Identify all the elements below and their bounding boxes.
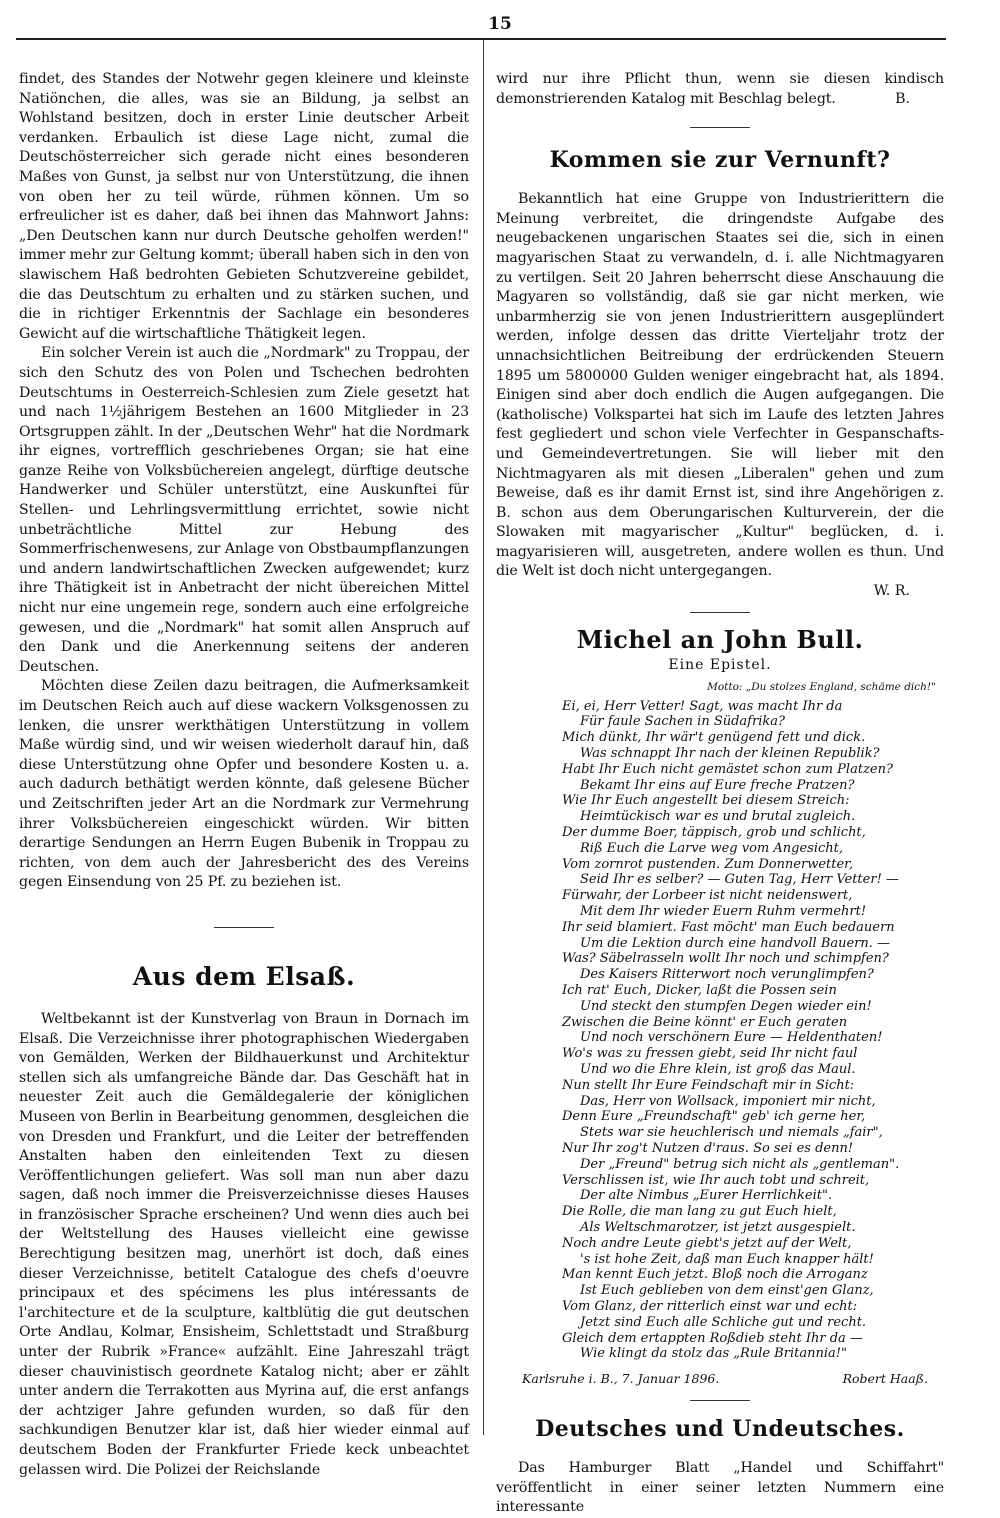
poem-line: Jetzt sind Euch alle Schliche gut und recht. <box>580 1314 867 1330</box>
left-column <box>19 70 469 1480</box>
poem-line: Denn Eure „Freundschaft" geb' ich gerne her, <box>562 1109 866 1125</box>
katalog-signature: B. <box>895 90 910 107</box>
poem-line: Ist Euch geblieben von dem einst'gen Glanz, <box>580 1283 874 1299</box>
poem-line: Wo's was zu fressen giebt, seid Ihr nicht faul <box>562 1046 858 1062</box>
poem-line: Fürwahr, der Lorbeer ist nicht neidenswert, <box>562 888 853 904</box>
dateline-author: Robert Haaß. <box>842 1371 928 1387</box>
poem <box>496 699 944 1362</box>
elsass-heading: Aus dem Elsaß. <box>132 961 356 991</box>
poem-line: Und steckt den stumpfen Degen wieder ein! <box>580 998 872 1014</box>
section-divider <box>214 927 274 928</box>
nordmark-paragraph-1: findet, des Standes der Notwehr gegen kleinere und kleinste Natiönchen, die alles, was sie an Bildung, ja selbst an Wohlstand besitzen, doch in erster Linie deutscher Arbeit verdanken. Erbaulich ist diese Lage nicht, zumal die Deutschösterreicher sich gerade nicht eines besonderen Maßes von Gunst, ja selbst nur von Unterstützung, die ihnen von oben her zu teil würde, rühmen können. Um so erfreulicher ist es daher, daß bei ihnen das Mahnwort Jahns: „Den Deutschen kann nur durch Deutsche geholfen werden!" immer mehr zur Geltung kommt; überall haben sich in den von slawischem Haß bedrohten Gebieten Schutzvereine gebildet, die das Deutschtum zu erhalten und zu stärken suchen, und die in richtiger Erkenntnis der Sachlage ein besonderes Gewicht auf die wirtschaftliche Thätigkeit legen. <box>19 71 469 342</box>
vernunft-signature: W. R. <box>873 583 910 600</box>
poem-line: Wie Ihr Euch angestellt bei diesem Streich: <box>562 793 850 809</box>
elsass-paragraph: Weltbekannt ist der Kunstverlag von Braun in Dornach im Elsaß. Die Verzeichnisse ihrer photographischen Wiedergaben von Gemälden, Werken der Bildhauerkunst und Architektur stellen sich als umfangreiche Bände dar. Das Geschäft hat in neuester Zeit auch die Gemäldegalerie der königlichen Museen von Berlin in Bearbeitung genommen, desgleichen die von Dresden und Frankfurt, und die Leiter der betreffenden Anstalten haben den einleitenden Text zu diesen Veröffentlichungen geliefert. Was soll man nun aber dazu sagen, daß noch immer die Preisverzeichnisse dieses Hauses in französischer Sprache erscheinen? Und wenn dies auch bei der Weltstellung des Hauses vielleicht eine gewisse Berechtigung besitzen mag, unerhört ist doch, daß eines dieser Verzeichnisse, betitelt Catalogue des chefs d'oeuvre principaux et des spécimens les plus intéressants de l'architecture et de la sculpture, kaltblütig die gut deutschen Orte Andlau, Kolmar, Ensisheim, Schlettstadt und Straßburg unter der Rubrik »France« aufzählt. Eine Jahreszahl trägt dieser chauvinistisch geordnete Katalog nicht; aber er zählt unter andern die Terrakotten aus Myrina auf, die erst anfangs der achtziger Jahre gefunden wurden, so daß für den sachkundigen Benutzer klar ist, daß hier wieder einmal auf deutschem Boden der Frankfurter Friede keck unbeachtet gelassen wird. Die Polizei der Reichslande <box>19 1010 469 1478</box>
poem-line: Seid Ihr es selber? — Guten Tag, Herr Vetter! — <box>580 872 899 888</box>
poem-line: Habt Ihr Euch nicht gemästet schon zum Platzen? <box>562 761 893 777</box>
poem-line: Nur Ihr zog't Nutzen d'raus. So sei es denn! <box>562 1140 854 1156</box>
poem-line: Das, Herr von Wollsack, imponiert mir nicht, <box>580 1093 876 1109</box>
poem-line: Die Rolle, die man lang zu gut Euch hielt, <box>562 1204 837 1220</box>
poem-line: Der dumme Boer, täppisch, grob und schlicht, <box>562 825 866 841</box>
poem-line: Was? Säbelrasseln wollt Ihr noch und schimpfen? <box>562 951 889 967</box>
poem-line: Wie klingt da stolz das „Rule Britannia!" <box>580 1346 847 1362</box>
poem-line: Für faule Sachen in Südafrika? <box>580 714 785 730</box>
poem-line: Man kennt Euch jetzt. Bloß noch die Arroganz <box>562 1267 868 1283</box>
poem-line: Ich rat' Euch, Dicker, laßt die Possen sein <box>562 983 837 998</box>
michel-subheading: Eine Epistel. <box>668 656 772 673</box>
poem-line: Der „Freund" betrug sich nicht als „gentleman". <box>580 1156 900 1172</box>
poem-line: Vom zornrot pustenden. Zum Donnerwetter, <box>562 856 854 872</box>
deutsches-paragraph: Das Hamburger Blatt „Handel und Schiffahrt" veröffentlicht in einer seiner letzten Nummern eine interessante <box>496 1460 944 1516</box>
poem-motto: Motto: „Du stolzes England, schäme dich!" <box>707 680 936 693</box>
poem-line: Heimtückisch war es und brutal zugleich. <box>580 809 856 825</box>
poem-line: Nun stellt Ihr Eure Feindschaft mir in Sicht: <box>562 1077 855 1093</box>
poem-line: Ihr seid blamiert. Fast möcht' man Euch bedauern <box>562 919 895 935</box>
poem-line: Verschlissen ist, wie Ihr auch tobt und schreit, <box>562 1172 870 1188</box>
deutsches-heading: Deutsches und Undeutsches. <box>535 1416 905 1443</box>
poem-line: Ei, ei, Herr Vetter! Sagt, was macht Ihr da <box>562 698 843 714</box>
poem-line: Mit dem Ihr wieder Euern Ruhm vermehrt! <box>580 904 867 920</box>
vernunft-paragraph: Bekanntlich hat eine Gruppe von Industrierittern die Meinung verbreitet, die dringendste Aufgabe des neugebackenen ungarischen Staates sei die, sich in einen magyarischen Staat zu verwandeln, d. i. alle Nichtmagyaren zu vertilgen. Seit 20 Jahren beherrscht diese Anschauung die Magyaren so vollständig, daß sie gar nicht merken, wie unbarmherzig sie von jenen Industrierittern ausgeplündert werden, infolge dessen das dritte Vierteljahr trotz der unnachsichtlichen Beitreibung der erdrückenden Steuern 1895 um 5800000 Gulden weniger eingebracht hat, als 1894. Einigen sind aber doch endlich die Augen aufgegangen. Die (katholische) Volkspartei hat sich im Laufe des letzten Jahres fest gegliedert und schon viele Verfechter in Gespanschafts- und Gemeindevertretungen. Sie will lieber mit den Nichtmagyaren als mit diesen „Liberalen" gehen und zum Beweise, daß es ihr damit Ernst ist, sind ihre Angehörigen z. B. schon aus dem Oberungarischen Kulturverein, der die Slowaken mit magyarischer „Kultur" beglücken, d. i. magyarisieren will, ausgetreten, andere wollen es thun. Und die Welt ist doch nicht untergegangen. <box>496 191 944 580</box>
poem-line: Mich dünkt, Ihr wär't genügend fett und dick. <box>562 730 866 746</box>
column-divider <box>483 40 484 1435</box>
section-divider <box>690 612 750 613</box>
poem-line: Vom Glanz, der ritterlich einst war und echt: <box>562 1298 858 1314</box>
page-number: 15 <box>488 14 512 34</box>
poem-line: Gleich dem ertappten Roßdieb steht Ihr da — <box>562 1330 863 1346</box>
poem-line: Bekamt Ihr eins auf Eure freche Pratzen? <box>580 777 855 793</box>
section-divider <box>690 127 750 128</box>
page-number-rule <box>16 38 946 40</box>
poem-line: Und noch verschönern Eure — Heldenthaten! <box>580 1030 883 1046</box>
nordmark-paragraph-3: Möchten diese Zeilen dazu beitragen, die Aufmerksamkeit im Deutschen Reich auch auf diese wackern Volksgenossen zu lenken, die unsrer werkthätigen Unterstützung in vollem Maße würdig sind, und wir weisen wiederholt darauf hin, daß diese Unterstützung ohne Opfer und besondere Kosten u. a. auch dadurch bethätigt werden könnte, daß gelesene Bücher und Zeitschriften jeder Art an die Nordmark zur Vermehrung ihrer Volksbüchereien eingeschickt würden. Wir bitten derartige Sendungen an Herrn Eugen Bubenik in Troppau zu richten, von dem auch der Jahresbericht des des Vereins gegen Einsendung von 25 Pf. zu beziehen ist. <box>19 678 469 891</box>
dateline-place: Karlsruhe i. B., 7. Januar 1896. <box>522 1371 720 1387</box>
poem-line: Der alte Nimbus „Eurer Herrlichkeit". <box>580 1188 833 1204</box>
vernunft-heading: Kommen sie zur Vernunft? <box>549 147 891 174</box>
poem-line: Des Kaisers Ritterwort noch verunglimpfen? <box>580 967 874 983</box>
michel-heading: Michel an John Bull. <box>576 624 864 654</box>
poem-line: Und wo die Ehre klein, ist groß das Maul. <box>580 1061 856 1077</box>
poem-line: Was schnappt Ihr nach der kleinen Republik? <box>580 746 880 762</box>
katalog-continuation: wird nur ihre Pflicht thun, wenn sie diesen kindisch demonstrierenden Katalog mit Beschlag belegt. <box>496 71 944 107</box>
poem-line: Noch andre Leute giebt's jetzt auf der Welt, <box>562 1235 852 1251</box>
poem-line: Stets war sie heuchlerisch und niemals „fair", <box>580 1125 883 1141</box>
poem-line: Als Weltschmarotzer, ist jetzt ausgespielt. <box>580 1219 856 1235</box>
poem-line: Um die Lektion durch eine handvoll Bauern. — <box>580 935 891 951</box>
poem-line: 's ist hohe Zeit, daß man Euch knapper hält! <box>580 1251 874 1267</box>
poem-line: Zwischen die Beine könnt' er Euch geraten <box>562 1014 848 1030</box>
section-divider <box>690 1400 750 1401</box>
right-column <box>496 70 944 1518</box>
poem-dateline <box>522 1370 928 1388</box>
nordmark-paragraph-2: Ein solcher Verein ist auch die „Nordmark" zu Troppau, der sich den Schutz des von Polen und Tschechen bedrohten Deutschtums in Oesterreich-Schlesien zum Ziele gesetzt hat und nach 1½jährigem Bestehen an 1600 Mitglieder in 23 Ortsgruppen zählt. In der „Deutschen Wehr" hat die Nordmark ihr eignes, vortrefflich geschriebenes Organ; sie hat eine ganze Reihe von Volksbüchereien angelegt, dürftige deutsche Handwerker und Schüler unterstützt, eine Auskunftei für Stellen- und Lehrlingsvermittlung errichtet, sowie nicht unbeträchtliche Mittel zur Hebung des Sommerfrischenwesens, zur Anlage von Obstbaumpflanzungen und andern landwirtschaftlichen Zwecken aufgewendet; kurz ihre Thätigkeit ist in Anbetracht der nicht übereichen Mittel nicht nur eine ungemein rege, sondern auch eine erfolgreiche gewesen, und die „Nordmark" hat somit allen Anspruch auf den Dank und die Anerkennung seitens der anderen Deutschen. <box>19 345 470 675</box>
poem-line: Riß Euch die Larve weg vom Angesicht, <box>580 840 844 856</box>
